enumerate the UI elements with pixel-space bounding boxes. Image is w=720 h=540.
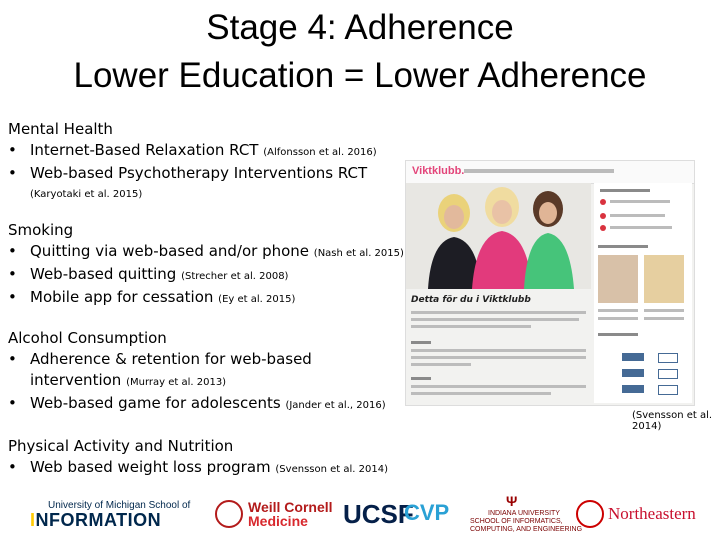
umich-logo-wordmark: INFORMATION (30, 510, 162, 530)
text-line (411, 356, 586, 359)
text-line (598, 317, 638, 320)
website-screenshot (405, 160, 695, 406)
list-item (8, 393, 408, 416)
weill-line-1: Weill Cornell (248, 499, 333, 515)
expert-photo (598, 255, 638, 303)
progress-bar (622, 385, 644, 393)
text-line (598, 333, 638, 336)
check-icon (600, 199, 606, 205)
section-alcohol (8, 328, 408, 416)
text-line (610, 214, 665, 217)
check-icon (600, 225, 606, 231)
citation: (Alfonsson et al. 2016) (263, 147, 377, 158)
iu-line-2: SCHOOL OF INFORMATICS, (470, 518, 563, 525)
text-line (411, 349, 586, 352)
input-box (658, 385, 678, 395)
section-mental-health (8, 119, 408, 205)
citation: (Jander et al., 2016) (285, 400, 386, 411)
item-text: Mobile app for cessation (30, 288, 219, 306)
text-line (644, 309, 684, 312)
list-item (8, 241, 408, 264)
iu-line-3: COMPUTING, AND ENGINEERING (470, 526, 583, 533)
hero-photo (406, 183, 591, 289)
section-heading: Mental Health (8, 120, 113, 138)
text-line (411, 377, 431, 380)
item-text: Internet-Based Relaxation RCT (30, 141, 264, 159)
item-text: Adherence & retention for web-based (30, 350, 312, 368)
bullet: • (8, 242, 17, 260)
seal-icon (576, 500, 604, 528)
progress-bar (622, 369, 644, 377)
text-line (610, 226, 672, 229)
list-item (8, 264, 408, 287)
section-heading: Smoking (8, 221, 74, 239)
section-heading: Physical Activity and Nutrition (8, 437, 234, 455)
input-box (658, 353, 678, 363)
list-item-continuation (8, 370, 408, 393)
item-text: intervention (30, 371, 127, 389)
citation: (Strecher et al. 2008) (181, 271, 289, 282)
check-icon (600, 213, 606, 219)
section-heading: Alcohol Consumption (8, 329, 167, 347)
umich-logo (28, 500, 198, 530)
list-item (8, 287, 408, 310)
citation: (Murray et al. 2013) (126, 377, 227, 388)
weill-line-2: Medicine (248, 513, 308, 529)
ucsf-logo: UCSF (343, 499, 414, 529)
text-line (411, 392, 551, 395)
section-physical-activity (8, 436, 408, 480)
progress-bar (622, 353, 644, 361)
northeastern-wordmark: Northeastern (608, 504, 696, 523)
trident-icon: Ψ (506, 493, 518, 509)
list-item (8, 457, 408, 480)
citation: (Karyotaki et al. 2015) (30, 189, 143, 200)
text-line (610, 200, 670, 203)
text-line (411, 318, 579, 321)
seal-icon (215, 500, 243, 528)
input-box (658, 369, 678, 379)
bullet: • (8, 164, 17, 182)
text-line (411, 363, 471, 366)
image-credit: (Svensson et al. 2014) (632, 410, 713, 432)
text-line (411, 385, 586, 388)
text-line (598, 245, 648, 248)
weill-cornell-logo (215, 498, 340, 532)
bullet: • (8, 288, 17, 306)
text-line (598, 309, 638, 312)
list-item (8, 140, 408, 163)
northeastern-logo (576, 498, 711, 532)
citation: (Ey et al. 2015) (218, 294, 296, 305)
indiana-university-logo (470, 493, 583, 538)
site-header (406, 161, 694, 184)
item-text: Web based weight loss program (30, 458, 276, 476)
section-smoking (8, 220, 408, 310)
three-women-photo (406, 183, 591, 289)
site-heading: Detta för du i Viktklubb (411, 295, 531, 305)
list-item (8, 349, 408, 370)
site-nav (464, 169, 614, 173)
slide-title-line-2: Lower Education = Lower Adherence (73, 56, 647, 95)
text-line (644, 317, 684, 320)
text-line (411, 311, 586, 314)
expert-photo (644, 255, 684, 303)
citation: (Nash et al. 2015) (313, 248, 404, 259)
list-item-continuation (8, 182, 408, 205)
umich-logo-top: University of Michigan School of (48, 500, 191, 511)
site-logo: Viktklubb. (412, 165, 465, 177)
citation: (Svensson et al. 2014) (275, 464, 388, 475)
bullet: • (8, 350, 17, 368)
text-line (411, 325, 531, 328)
bullet: • (8, 265, 17, 283)
item-text: Web-based quitting (30, 265, 182, 283)
item-text: Quitting via web-based and/or phone (30, 242, 314, 260)
item-text: Web-based Psychotherapy Interventions RCT (30, 164, 368, 182)
item-text: Web-based game for adolescents (30, 394, 286, 412)
text-line (411, 341, 431, 344)
sidebar-panel (594, 183, 692, 403)
iu-line-1: INDIANA UNIVERSITY (488, 510, 560, 517)
text-line (600, 189, 650, 192)
bullet: • (8, 458, 17, 476)
cvp-logo: CVP (404, 500, 450, 525)
list-item (8, 163, 408, 184)
bullet: • (8, 394, 17, 412)
slide-title-line-1: Stage 4: Adherence (206, 8, 514, 47)
bullet: • (8, 141, 17, 159)
